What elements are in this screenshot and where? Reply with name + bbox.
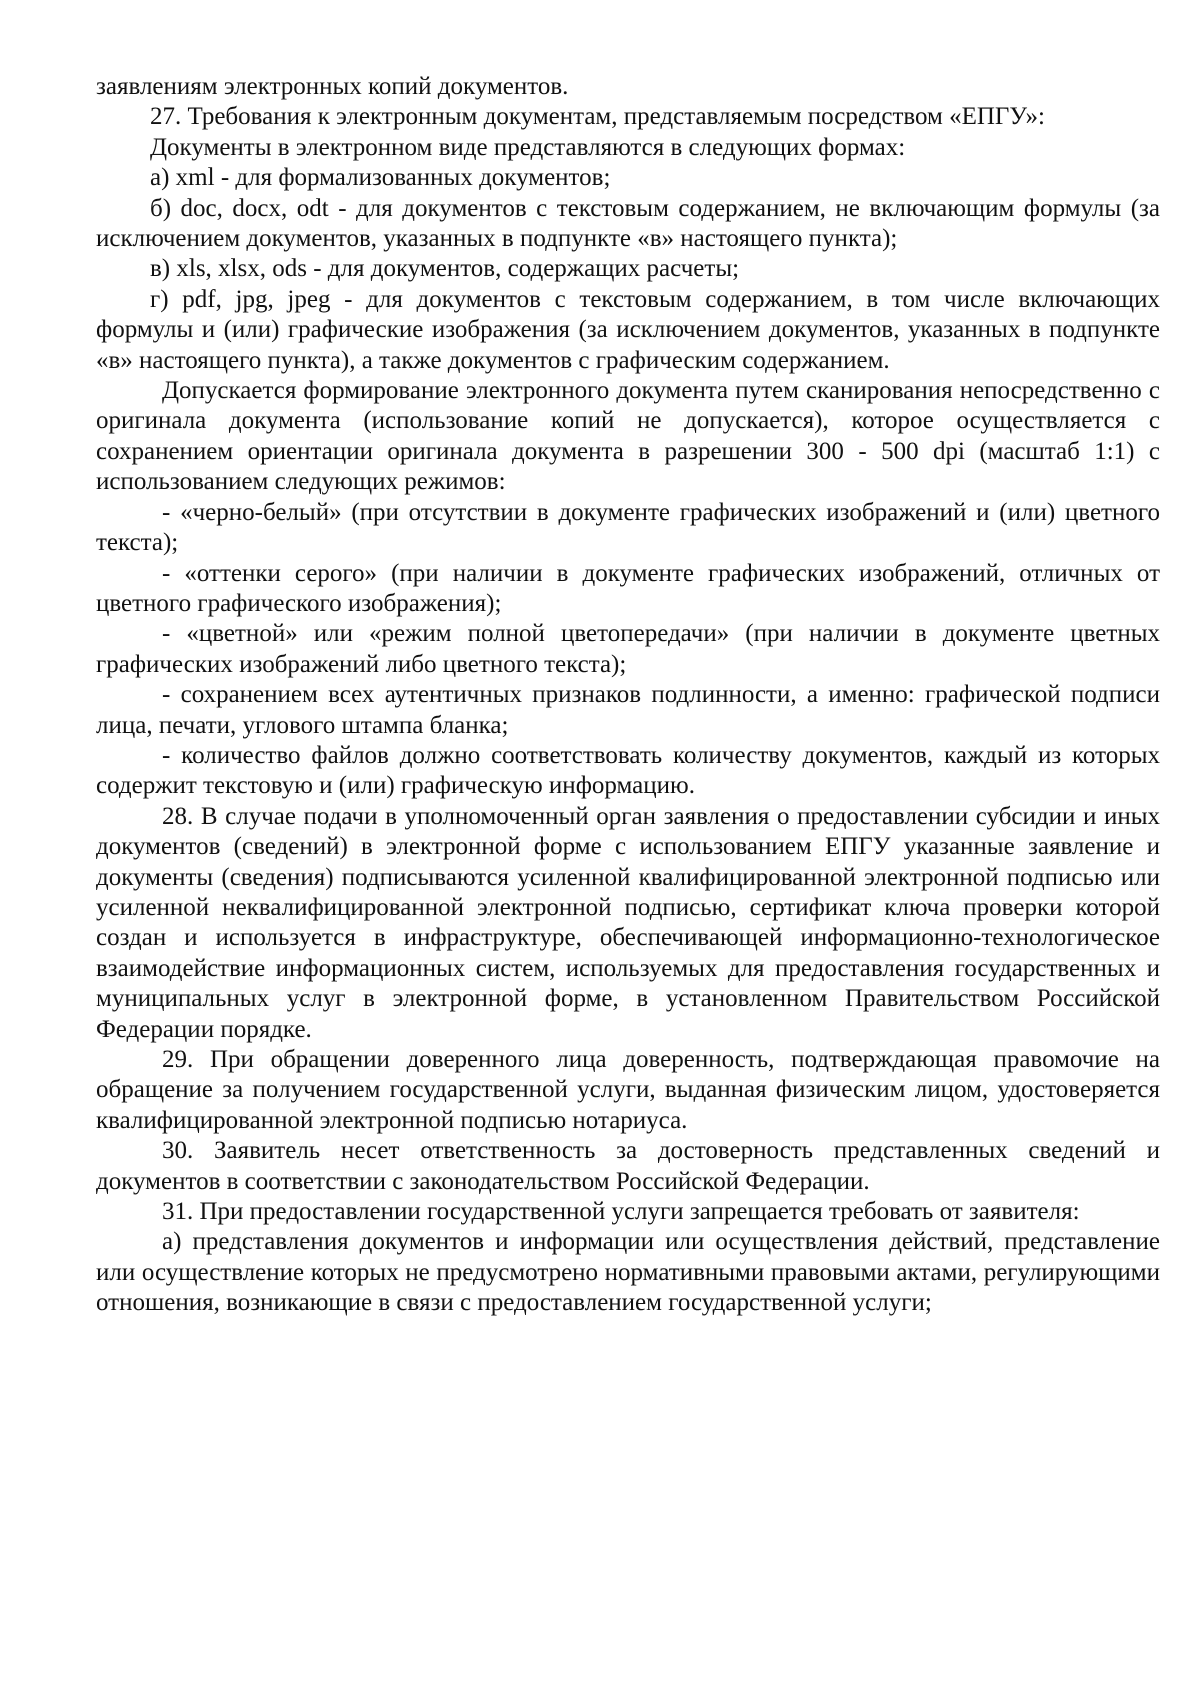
paragraph-continuation: заявлениям электронных копий документов.	[96, 73, 569, 100]
paragraph-scanning: Допускается формирование электронного документа путем сканирования непосредственно с оригинала документа (использование копий не допускается), которое осуществляется с сохранением ориентации оригинала документа в разрешении 300 - 500 dpi (масштаб 1:1) с использованием следующих режимов:	[96, 377, 1160, 496]
list-item-31-a: а) представления документов и информации или осуществления действий, представление или осуществление которых не предусмотрено нормативными правовыми актами, регулирующими отношения, возникающие в связи с предоставлением государственной услуги;	[96, 1228, 1160, 1317]
paragraph-item-28: 28. В случае подачи в уполномоченный орган заявления о предоставлении субсидии и иных документов (сведений) в электронной форме с использованием ЕПГУ указанные заявление и документы (сведения) подписываются усиленной квалифицированной электронной подписью или усиленной неквалифицированной электронной подписью, сертификат ключа проверки которой создан и используется в инфраструктуре, обеспечивающей информационно-технологическое взаимодействие информационных систем, используемых для предоставления государственных и муниципальных услуг в электронной форме, в установленном Правительством Российской Федерации порядке.	[96, 802, 1160, 1043]
list-item-black-white: - «черно-белый» (при отсутствии в документе графических изображений и (или) цветного текста);	[96, 498, 1160, 557]
paragraph-item-29: 29. При обращении доверенного лица доверенность, подтверждающая правомочие на обращение за получением государственной услуги, выданная физическим лицом, удостоверяется квалифицированной электронной подписью нотариуса.	[96, 1046, 1160, 1134]
paragraph-item-30: 30. Заявитель несет ответственность за достоверность представленных сведений и документов в соответствии с законодательством Российской Федерации.	[96, 1137, 1160, 1195]
list-item-v-xls: в) xls, xlsx, ods - для документов, содержащих расчеты;	[150, 255, 740, 283]
paragraph-item-31: 31. При предоставлении государственной услуги запрещается требовать от заявителя:	[162, 1198, 1080, 1226]
list-item-color: - «цветной» или «режим полной цветопередачи» (при наличии в документе цветных графических изображений либо цветного текста);	[96, 620, 1160, 678]
list-item-a-xml: а) xml - для формализованных документов;	[150, 164, 611, 192]
paragraph-formats-intro: Документы в электронном виде представляются в следующих формах:	[150, 133, 906, 161]
list-item-g-pdf: г) pdf, jpg, jpeg - для документов с текстовым содержанием, в том числе включающих формулы и (или) графические изображения (за исключением документов, указанных в подпункте «в» настоящего пункта), а также документов с графическим содержанием.	[96, 285, 1160, 374]
list-item-authenticity: - сохранением всех аутентичных признаков подлинности, а именно: графической подписи лица, печати, углового штампа бланка;	[96, 681, 1160, 739]
list-item-file-count: - количество файлов должно соответствовать количеству документов, каждый из которых содержит текстовую и (или) графическую информацию.	[96, 741, 1160, 800]
paragraph-item-27: 27. Требования к электронным документам, представляемым посредством «ЕПГУ»:	[150, 103, 1045, 131]
list-item-grayscale: - «оттенки серого» (при наличии в документе графических изображений, отличных от цветного графического изображения);	[96, 559, 1160, 617]
list-item-b-doc: б) doc, docx, odt - для документов с текстовым содержанием, не включающим формулы (за исключением документов, указанных в подпункте «в» настоящего пункта);	[96, 194, 1160, 253]
document-body	[96, 72, 1160, 1319]
